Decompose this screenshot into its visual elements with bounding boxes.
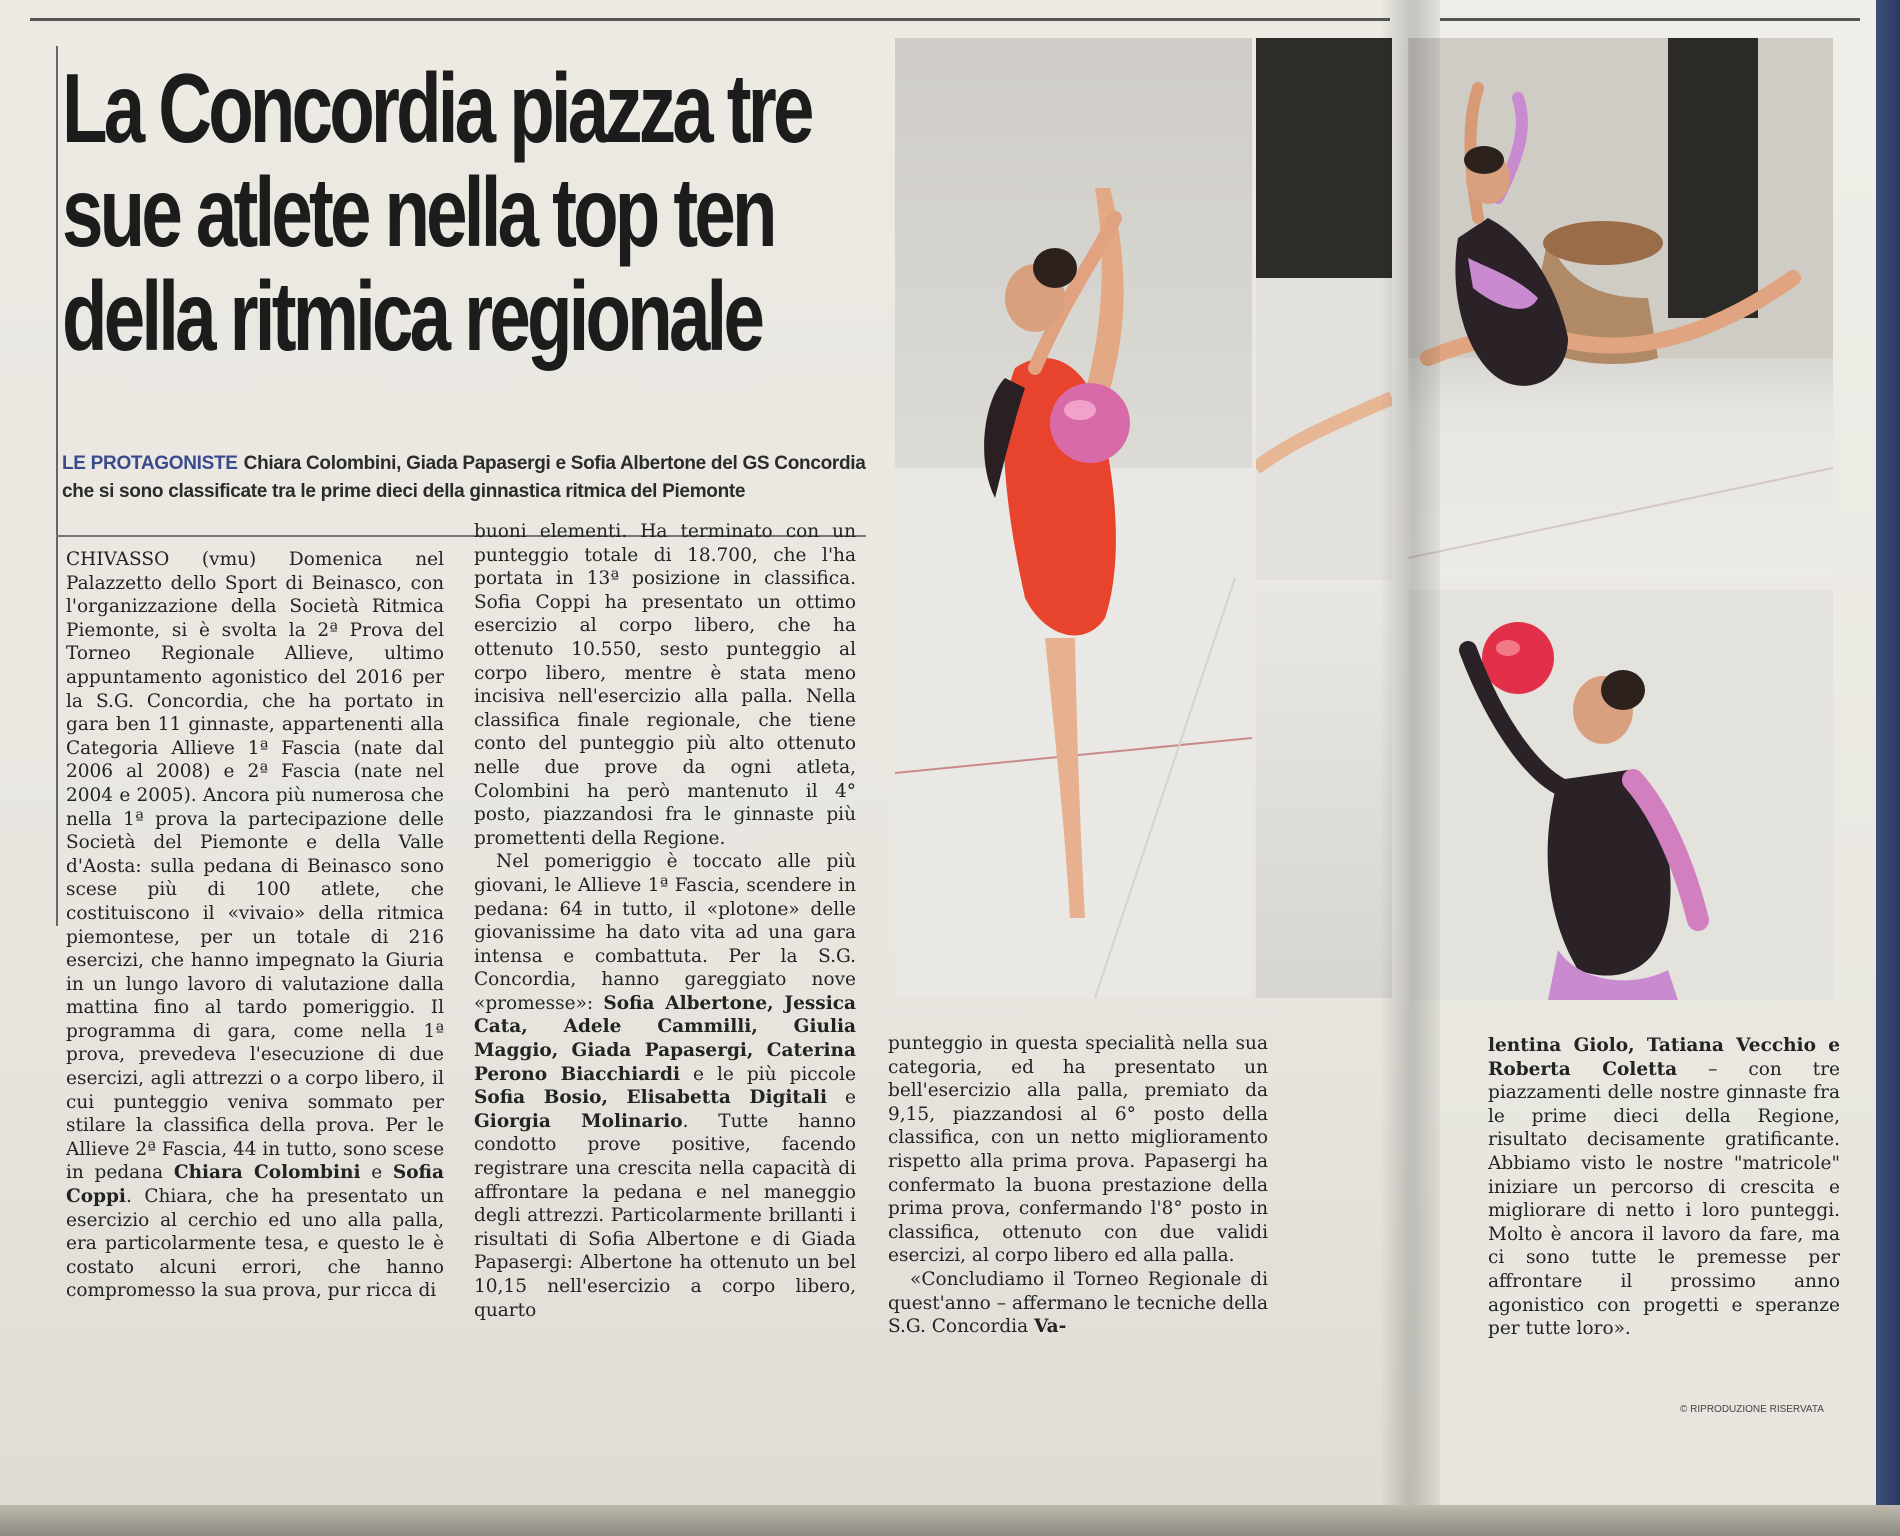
gymnast-red-illustration <box>895 38 1252 998</box>
caption-kicker: LE PROTAGONISTE <box>62 453 238 474</box>
gymnast-ball-illustration <box>1408 590 1833 1000</box>
gym-floor-illustration <box>1256 38 1392 580</box>
col4-text: – con tre piazzamenti delle nostre ginnaste fra le prime dieci della Regione, risultato decisamente gratificante. Abbiamo visto le nostre "matricole" iniziare un percorso di crescita e migliorare di netto i loro punteggi. Molto è ancora il lavoro da fare, ma ci sono tutte le premesse per affrontare il prossimo anno agonistico con progetti e speranze per tutte loro». <box>1488 1058 1840 1340</box>
col2-names-3: Giorgia Molinario <box>474 1110 683 1132</box>
top-rule <box>30 18 1390 21</box>
col1-text: Domenica nel Palazzetto dello Sport di Beinasco, con l'organizzazione della Società Ritmica Piemonte, si è svolta la 2ª Prova del Torneo Regionale Allieve, ultimo appuntamento agonistico del 2016 per la S.G. Concordia, che ha portato in gara ben 11 ginnaste, appartenenti alla Categoria Allieve 1ª Fascia (nate dal 2006 al 2008) e 2ª Fascia (nate nel 2004 e 2005). Ancora più numerosa che nella 1ª prova la partecipazione delle Società del Piemonte e della Valle d'Aosta: sulla pedana di Beinasco sono scese più di 100 atlete, che costituiscono il «vivaio» della ritmica piemontese, per un totale di 216 esercizi, che hanno impegnato la Giuria in un lungo lavoro di valutazione dalla mattina fino al tardo pomeriggio. Il programma di gara, come nella 1ª prova, prevedeva l'esecuzione di due esercizi, agli attrezzi o a corpo libero, il cui punteggio veniva sommato per stilare la classifica della prova. Per le Allieve 2ª Fascia, 44 in tutto, sono scese in pedana <box>66 549 445 1184</box>
gymnast-leap-illustration <box>1408 38 1833 580</box>
col2-names: Sofia Albertone, Jessica Cata, Adele Cammilli, Giulia Maggio, Giada Papasergi, Caterina Perono Biacchiardi <box>474 992 856 1085</box>
col4-paragraph <box>1488 1034 1840 1341</box>
col2-paragraph-1: buoni elementi. Ha terminato con un punteggio totale di 18.700, che l'ha portata in 13ª posizione in classifica. Sofia Coppi ha presentato un ottimo esercizio al corpo libero, che ha ottenuto 10.550, sesto punteggio al corpo libero, mentre è stata meno incisiva nell'esercizio alla palla. Nella classifica finale regionale, che tiene conto del punteggio più alto ottenuto nelle due prove da ogni atleta, Colombini ha però mantenuto il 4° posto, piazzandosi fra le ginnaste più promettenti della Regione. <box>474 521 856 849</box>
col3-paragraph-2 <box>888 1268 1268 1339</box>
col3-text: «Concludiamo il Torneo Regionale di quest'anno – affermano le tecniche della S.G. Concordia <box>888 1268 1268 1338</box>
article-column-1 <box>66 548 444 1303</box>
photo-gymnast-red <box>895 38 1252 998</box>
copyright-note: © RIPRODUZIONE RISERVATA <box>1680 1404 1824 1415</box>
col1-name-coppi: Sofia Coppi <box>66 1162 444 1208</box>
dateline-author: (vmu) <box>201 549 257 570</box>
photo-gymnast-red-ball <box>1408 590 1833 1000</box>
top-rule-right <box>1440 18 1860 21</box>
page-fold-shadow <box>1380 0 1440 1536</box>
col2-text-a: Nel pomeriggio è toccato alle più giovani, le Allieve 1ª Fascia, scendere in pedana: 64 in tutto, il «plotone» delle giovanissime ha dato vita ad una gara intensa e combattuta. Per la S.G. Concordia, hanno gareggiato nove «promesse»: <box>474 851 856 1014</box>
col1-end: . Chiara, che ha presentato un esercizio al cerchio ed uno alla palla, era particolarmente tesa, e questo le è costato alcuni errori, che hanno compromesso la sua prova, pur ricca di <box>66 1186 444 1302</box>
col3-paragraph-1: punteggio in questa specialità nella sua categoria, ed ha presentato un bell'esercizio alla palla, premiato da 9,15, piazzandosi al 6° posto della classifica, con un netto miglioramento rispetto alla prima prova. Papasergi ha confermato la buona prestazione della prima prova, confermando l'8° posto in classifica, ottenuto con due validi esercizi, al corpo libero ed alla palla. <box>888 1033 1268 1267</box>
photo-gym-floor <box>1256 584 1392 998</box>
col4-names: lentina Giolo, Tatiana Vecchio e Roberta Coletta <box>1488 1035 1840 1080</box>
article-headline: La Concordia piazza tre sue atlete nella top ten della ritmica regionale <box>62 53 811 371</box>
photo-caption <box>62 450 872 506</box>
photo-gymnast-jump-left <box>1256 38 1392 580</box>
page-right-edge <box>1876 0 1900 1536</box>
dateline-place: CHIVASSO <box>66 549 170 570</box>
caption-text: Chiara Colombini, Giada Papasergi e Sofia Albertone del GS Concordia che si sono classificate tra le prime dieci della ginnastica ritmica del Piemonte <box>62 453 866 502</box>
col2-text-d: . Tutte hanno condotto prove positive, facendo registrare una crescita nella capacità di affrontare la pedana e nel maneggio degli attrezzi. Particolarmente brillanti i risultati di Sofia Albertone e di Giada Papasergi: Albertone ha ottenuto un bel 10,15 nell'esercizio a corpo libero, quarto <box>474 1110 856 1321</box>
photo-gymnast-split-leap <box>1408 38 1833 580</box>
col2-names-2: Sofia Bosio, Elisabetta Digitali <box>474 1087 828 1109</box>
col1-name-colombini: Chiara Colombini <box>173 1162 361 1184</box>
col1-and: e <box>371 1162 383 1184</box>
col3-names: Va- <box>1034 1316 1067 1338</box>
article-column-3 <box>888 1032 1268 1339</box>
page-bottom-edge <box>0 1505 1900 1536</box>
article-column-2 <box>474 520 856 1322</box>
article-column-4 <box>1488 1034 1840 1341</box>
left-rule <box>56 46 58 926</box>
col2-paragraph-2 <box>474 850 856 1322</box>
col2-text-c: e <box>845 1087 856 1109</box>
col2-text-b: e le più piccole <box>693 1063 856 1085</box>
